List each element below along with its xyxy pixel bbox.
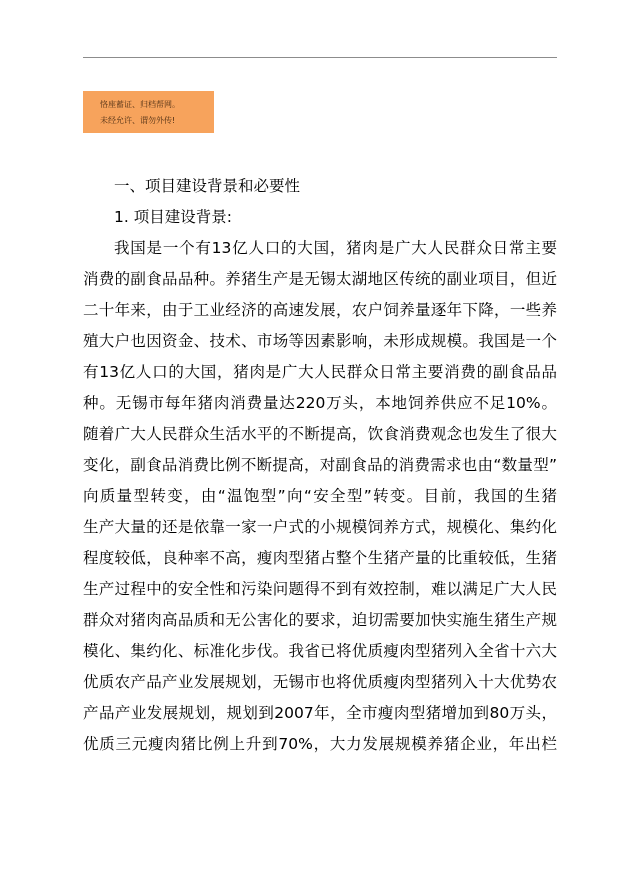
paragraph bbox=[83, 233, 557, 760]
paragraph-line: 模化、集约化、标准化步伐。我省已将优质瘦肉型猪列入全省十六大 bbox=[83, 642, 557, 660]
paragraph-line: 产品产业发展规划，规划到2007年，全市瘦肉型猪增加到80万头， bbox=[83, 704, 557, 722]
paragraph-line: 二十年来，由于工业经济的高速发展，农户饲养量逐年下降，一些养 bbox=[83, 301, 557, 319]
header-rule bbox=[83, 57, 557, 58]
paragraph-line: 消费的副食品品种。养猪生产是无锡太湖地区传统的副业项目，但近 bbox=[83, 270, 557, 288]
section-heading: 一、项目建设背景和必要性 bbox=[114, 177, 301, 195]
notice-line-2: 未经允许、谓勿外传! bbox=[100, 116, 176, 125]
paragraph-line: 向质量型转变，由“温饱型”向“安全型”转变。目前，我国的生猪 bbox=[83, 487, 557, 505]
notice-line-1: 恪座蓄证、归档帮网。 bbox=[100, 100, 180, 109]
paragraph-line: 优质三元瘦肉猪比例上升到70%，大力发展规模养猪企业，年出栏 bbox=[83, 735, 557, 753]
paragraph-line: 群众对猪肉高品质和无公害化的要求，迫切需要加快实施生猪生产规 bbox=[83, 611, 557, 629]
paragraph-line: 随着广大人民群众生活水平的不断提高，饮食消费观念也发生了很大 bbox=[83, 425, 557, 443]
paragraph-line: 变化，副食品消费比例不断提高，对副食品的消费需求也由“数量型” bbox=[83, 456, 557, 474]
paragraph-line: 种。无锡市每年猪肉消费量达220万头，本地饲养供应不足10%。 bbox=[83, 394, 557, 412]
paragraph-line: 有13亿人口的大国，猪肉是广大人民群众日常主要消费的副食品品 bbox=[83, 363, 557, 381]
paragraph-line: 优质农产品产业发展规划，无锡市也将优质瘦肉型猪列入十大优势农 bbox=[83, 673, 557, 691]
document-body bbox=[83, 171, 557, 760]
paragraph-line: 生产过程中的安全性和污染问题得不到有效控制，难以满足广大人民 bbox=[83, 580, 557, 598]
subsection-heading: 1. 项目建设背景: bbox=[114, 208, 232, 226]
paragraph-line: 生产大量的还是依靠一家一户式的小规模饲养方式，规模化、集约化 bbox=[83, 518, 557, 536]
paragraph-line: 殖大户也因资金、技术、市场等因素影响，未形成规模。我国是一个 bbox=[83, 332, 557, 350]
paragraph-line: 我国是一个有13亿人口的大国，猪肉是广大人民群众日常主要 bbox=[114, 239, 557, 257]
paragraph-line: 程度较低，良种率不高，瘦肉型猪占整个生猪产量的比重较低，生猪 bbox=[83, 549, 557, 567]
confidentiality-notice bbox=[83, 91, 214, 133]
